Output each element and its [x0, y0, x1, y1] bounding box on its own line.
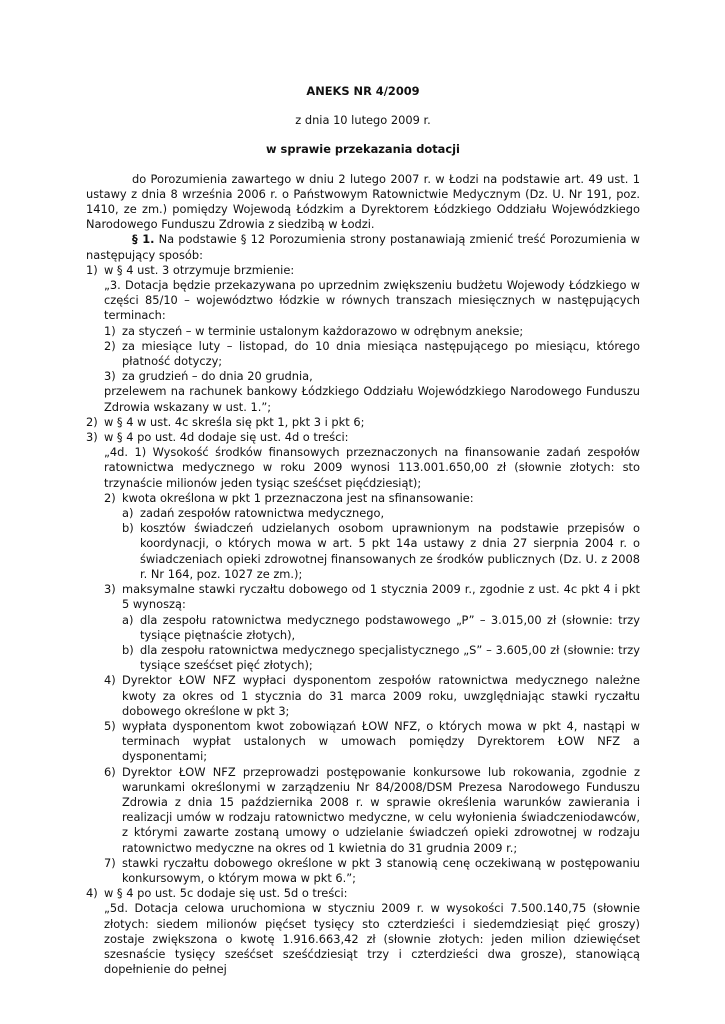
paragraph-1	[86, 232, 640, 262]
list-item	[104, 719, 640, 765]
list-item-text: za miesiące luty – listopad, do 10 dnia miesiąca następującego po miesiącu, którego płatność dotyczy;	[122, 338, 640, 369]
list-item-text: za grudzień – do dnia 20 grudnia,	[122, 369, 313, 384]
document-page	[86, 84, 640, 977]
list-item-text: Dyrektor ŁOW NFZ wypłaci dysponentom zespołów ratownictwa medycznego należne kwoty za okres od 1 stycznia do 31 marca 2009 roku, uwzględniając stawki ryczałtu dobowego określone w pkt 3;	[122, 673, 640, 718]
list-item-text: w § 4 po ust. 4d dodaje się ust. 4d o treści:	[104, 430, 349, 445]
list-item	[86, 886, 640, 901]
quote-3: „3. Dotacja będzie przekazywana po uprzednim zwiększeniu budżetu Wojewody Łódzkiego w części 85/10 – województwo łódzkie w równych transzach miesięcznych w następujących terminach:	[104, 278, 640, 323]
paragraph-1-text: Na podstawie § 12 Porozumienia strony postanawiają zmienić treść Porozumienia w następujący sposób:	[86, 232, 640, 262]
list-item-number: a)	[122, 612, 134, 627]
quote-5d: „5d. Dotacja celowa uruchomiona w styczniu 2009 r. w wysokości 7.500.140,75 (słownie złotych: siedem milionów pięćset tysięcy sto czterdzieści i siedemdziesiąt pięć groszy) zostaje zwiększona o kwotę 1.916.663,42 zł (słownie złotych: jeden milion dziewięćset szesnaście tysięcy sześćset sześćdziesiąt trzy i czterdzieści dwa grosze), stanowiącą dopełnienie do pełnej	[104, 901, 640, 977]
list-item-number: 7)	[104, 855, 116, 870]
list-item	[86, 263, 640, 278]
list-item-number: 2)	[104, 490, 116, 505]
list-item	[104, 339, 640, 369]
list-item-text: wypłata dysponentom kwot zobowiązań ŁOW NFZ, o których mowa w pkt 4, nastąpi w terminach wypłat ustalonych w umowach pomiędzy Dyrektorem ŁOW NFZ a dysponentami;	[122, 718, 640, 764]
quote-3-end: przelewem na rachunek bankowy Łódzkiego Oddziału Wojewódzkiego Narodowego Funduszu Zdrowia wskazany w ust. 1.”;	[104, 384, 640, 414]
intro-paragraph: do Porozumienia zawartego w dniu 2 lutego 2007 r. w Łodzi na podstawie art. 49 ust. 1 ustawy z dnia 8 września 2006 r. o Państwowym Ratownictwie Medycznym (Dz. U. Nr 191, poz. 1410, ze zm.) pomiędzy Wojewodą Łódzkim a Dyrektorem Łódzkiego Oddziału Wojewódzkiego Narodowego Funduszu Zdrowia z siedzibą w Łodzi.	[86, 171, 640, 232]
list-item-text: stawki ryczałtu dobowego określone w pkt 3 stanowią cenę oczekiwaną w postępowaniu konkursowym, o którym mowa w pkt 6.”;	[122, 855, 640, 885]
list-item	[104, 491, 640, 506]
list-item	[122, 506, 640, 521]
list-item	[104, 856, 640, 886]
list-item	[104, 582, 640, 612]
list-item-number: a)	[122, 506, 134, 521]
list-item	[86, 430, 640, 445]
list-item-number: 1)	[86, 262, 98, 277]
list-item-text: maksymalne stawki ryczałtu dobowego od 1 stycznia 2009 r., zgodnie z ust. 4c pkt 4 i pkt 5 wynoszą:	[122, 582, 640, 612]
list-item	[104, 369, 640, 384]
list-item-text: Dyrektor ŁOW NFZ przeprowadzi postępowanie konkursowe lub rokowania, zgodnie z warunkami określonymi w zarządzeniu Nr 84/2008/DSM Prezesa Narodowego Funduszu Zdrowia z dnia 15 października 2008 r. w sprawie określenia warunków zawierania i realizacji umów w rodzaju ratownictwo medyczne, w celu wyłonienia świadczeniodawców, z którymi zawarte zostaną umowy o udzielanie świadczeń opieki zdrowotnej w rodzaju ratownictwo medyczne na okres od 1 kwietnia do 31 grudnia 2009 r.;	[122, 764, 640, 855]
list-item-number: 4)	[104, 673, 116, 688]
list-item-text: kosztów świadczeń udzielanych osobom uprawnionym na podstawie przepisów o koordynacji, o których mowa w art. 5 pkt 14a ustawy z dnia 27 sierpnia 2004 r. o świadczeniach opieki zdrowotnej finansowanych ze środków publicznych (Dz. U. z 2008 r. Nr 164, poz. 1027 ze zm.);	[140, 521, 640, 581]
list-item-number: 3)	[104, 582, 116, 597]
paragraph-1-label: § 1.	[132, 232, 155, 247]
list-item-number: 4)	[86, 886, 98, 901]
list-item-number: 3)	[104, 369, 116, 384]
list-item-text: w § 4 po ust. 5c dodaje się ust. 5d o treści:	[104, 886, 348, 901]
list-item-number: 3)	[86, 430, 98, 445]
list-item	[104, 673, 640, 719]
list-item-number: 2)	[104, 338, 116, 353]
document-date: z dnia 10 lutego 2009 r.	[295, 113, 431, 128]
list-item-number: 5)	[104, 718, 116, 733]
quote-4d: „4d. 1) Wysokość środków finansowych przeznaczonych na finansowanie zadań zespołów ratownictwa medycznego w roku 2009 wynosi 113.001.650,00 zł (słownie złotych: sto trzynaście milionów jeden tysiąc sześćset pięćdziesiąt);	[104, 445, 640, 490]
list-item	[122, 521, 640, 582]
list-item-text: za styczeń – w terminie ustalonym każdorazowo w odrębnym aneksie;	[122, 323, 524, 338]
list-item	[104, 324, 640, 339]
list-item-text: dla zespołu ratownictwa medycznego podstawowego „P” – 3.015,00 zł (słownie: trzy tysiące piętnaście złotych),	[140, 612, 640, 642]
list-item-number: 2)	[86, 414, 98, 429]
list-item	[104, 765, 640, 856]
list-item	[122, 613, 640, 643]
list-item-text: w § 4 w ust. 4c skreśla się pkt 1, pkt 3 i pkt 6;	[104, 414, 365, 429]
list-item-number: b)	[122, 642, 134, 657]
list-item-text: kwota określona w pkt 1 przeznaczona jest na sfinansowanie:	[122, 490, 474, 505]
list-item-text: zadań zespołów ratownictwa medycznego,	[140, 506, 385, 521]
list-item	[86, 415, 640, 430]
document-title: ANEKS NR 4/2009	[306, 84, 420, 98]
list-item	[122, 643, 640, 673]
list-item-text: dla zespołu ratownictwa medycznego specjalistycznego „S” – 3.605,00 zł (słownie: trzy tysiące sześćset pięć złotych);	[140, 642, 640, 673]
list-item-number: 6)	[104, 764, 116, 779]
document-subject: w sprawie przekazania dotacji	[266, 142, 460, 157]
list-item-number: 1)	[104, 323, 116, 338]
list-item-text: w § 4 ust. 3 otrzymuje brzmienie:	[104, 262, 295, 277]
list-item-number: b)	[122, 521, 134, 536]
